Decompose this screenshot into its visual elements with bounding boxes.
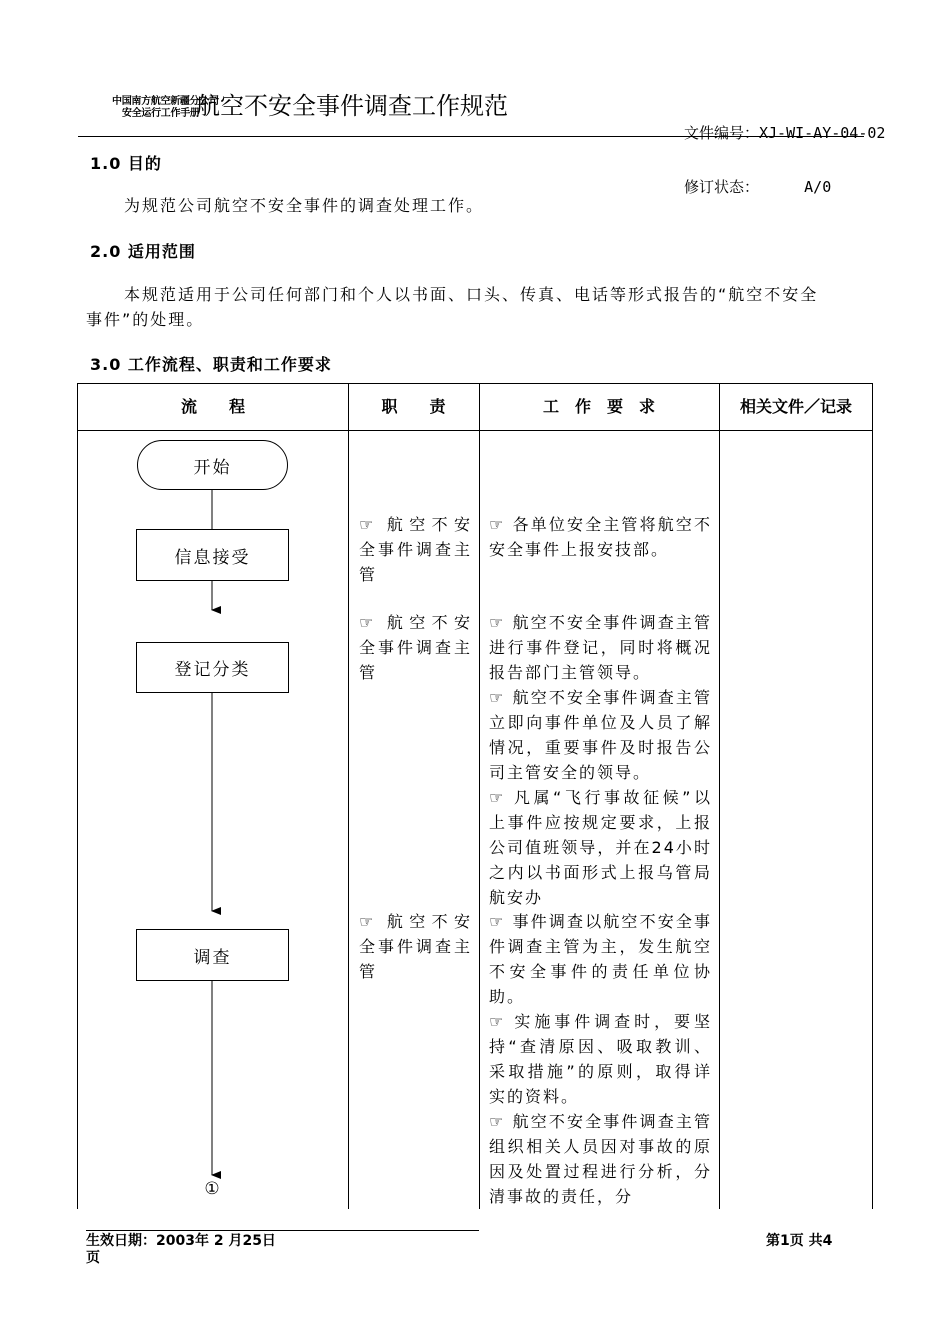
footer-divider <box>86 1230 479 1231</box>
org-line-2: 安全运行工作手册 <box>122 108 200 119</box>
requirement-text: ☞ 实施事件调查时，要坚持“查清原因、吸取教训、采取措施”的原则，取得详实的资料。 <box>489 1012 712 1106</box>
file-number: 文件编号：XJ-WI-AY-04-02 <box>684 124 886 142</box>
page-info-continued: 页 <box>86 1250 100 1266</box>
section-2-heading: 2.0 适用范围 <box>90 242 196 261</box>
flow-page-connector: ① <box>204 1179 220 1199</box>
column-divider <box>719 384 720 1209</box>
header-divider <box>78 136 864 137</box>
duty-step1: ☞ 航空不安全事件调查主管 <box>359 515 472 584</box>
column-header-duty: 职 责 <box>381 397 446 416</box>
section-2-text-line-1: 本规范适用于公司任何部门和个人以书面、口头、传真、电话等形式报告的“航空不安全 <box>124 285 819 304</box>
flow-step-information-receipt: 信息接受 <box>136 529 289 581</box>
requirement-text: ☞ 航空不安全事件调查主管立即向事件单位及人员了解情况，重要事件及时报告公司主管安全的领导。 <box>489 688 712 782</box>
requirement-item <box>489 610 712 910</box>
section-1-text: 为规范公司航空不安全事件的调查处理工作。 <box>124 196 485 215</box>
section-1-heading: 1.0 目的 <box>90 154 162 173</box>
effective-date: 生效日期：2003年 2 月25日 <box>86 1233 276 1249</box>
revision-status: 修订状态： A/0 <box>684 178 832 196</box>
requirement-text: ☞ 航空不安全事件调查主管组织相关人员因对事故的原因及处置过程进行分析，分清事故的责任，分 <box>489 1112 712 1206</box>
document-meta <box>684 88 885 214</box>
column-header-requirements: 工 作 要 求 <box>542 397 655 416</box>
flow-step-registration: 登记分类 <box>136 642 289 693</box>
column-header-flow: 流 程 <box>180 397 245 416</box>
page-info: 第1页 共4 <box>766 1233 833 1249</box>
column-divider <box>479 384 480 1209</box>
requirement-text: ☞ 凡属“飞行事故征候”以上事件应按规定要求，上报公司值班领导，并在24小时之内以书面形式上报乌管局航安办 <box>489 788 712 907</box>
column-header-records: 相关文件／记录 <box>739 397 852 416</box>
duty-step2: ☞ 航空不安全事件调查主管 <box>359 613 472 682</box>
column-divider <box>348 384 349 1209</box>
document-title: 航空不安全事件调查工作规范 <box>196 92 508 120</box>
org-line-1: 中国南方航空新疆分公司 <box>112 96 219 107</box>
section-3-heading: 3.0 工作流程、职责和工作要求 <box>90 355 332 374</box>
requirement-item <box>489 909 712 1209</box>
flowchart-connectors <box>78 384 348 1210</box>
section-2-text-line-2: 事件”的处理。 <box>86 310 205 329</box>
flow-start-terminal: 开始 <box>137 440 288 490</box>
flow-step-investigation: 调查 <box>136 929 289 981</box>
requirement-item: ☞ 各单位安全主管将航空不安全事件上报安技部。 <box>489 515 712 559</box>
workflow-table <box>77 383 873 1209</box>
duty-step3: ☞ 航空不安全事件调查主管 <box>359 912 472 981</box>
requirement-text: ☞ 事件调查以航空不安全事件调查主管为主，发生航空不安全事件的责任单位协助。 <box>489 912 712 1006</box>
requirement-text: ☞ 航空不安全事件调查主管进行事件登记，同时将概况报告部门主管领导。 <box>489 613 712 682</box>
